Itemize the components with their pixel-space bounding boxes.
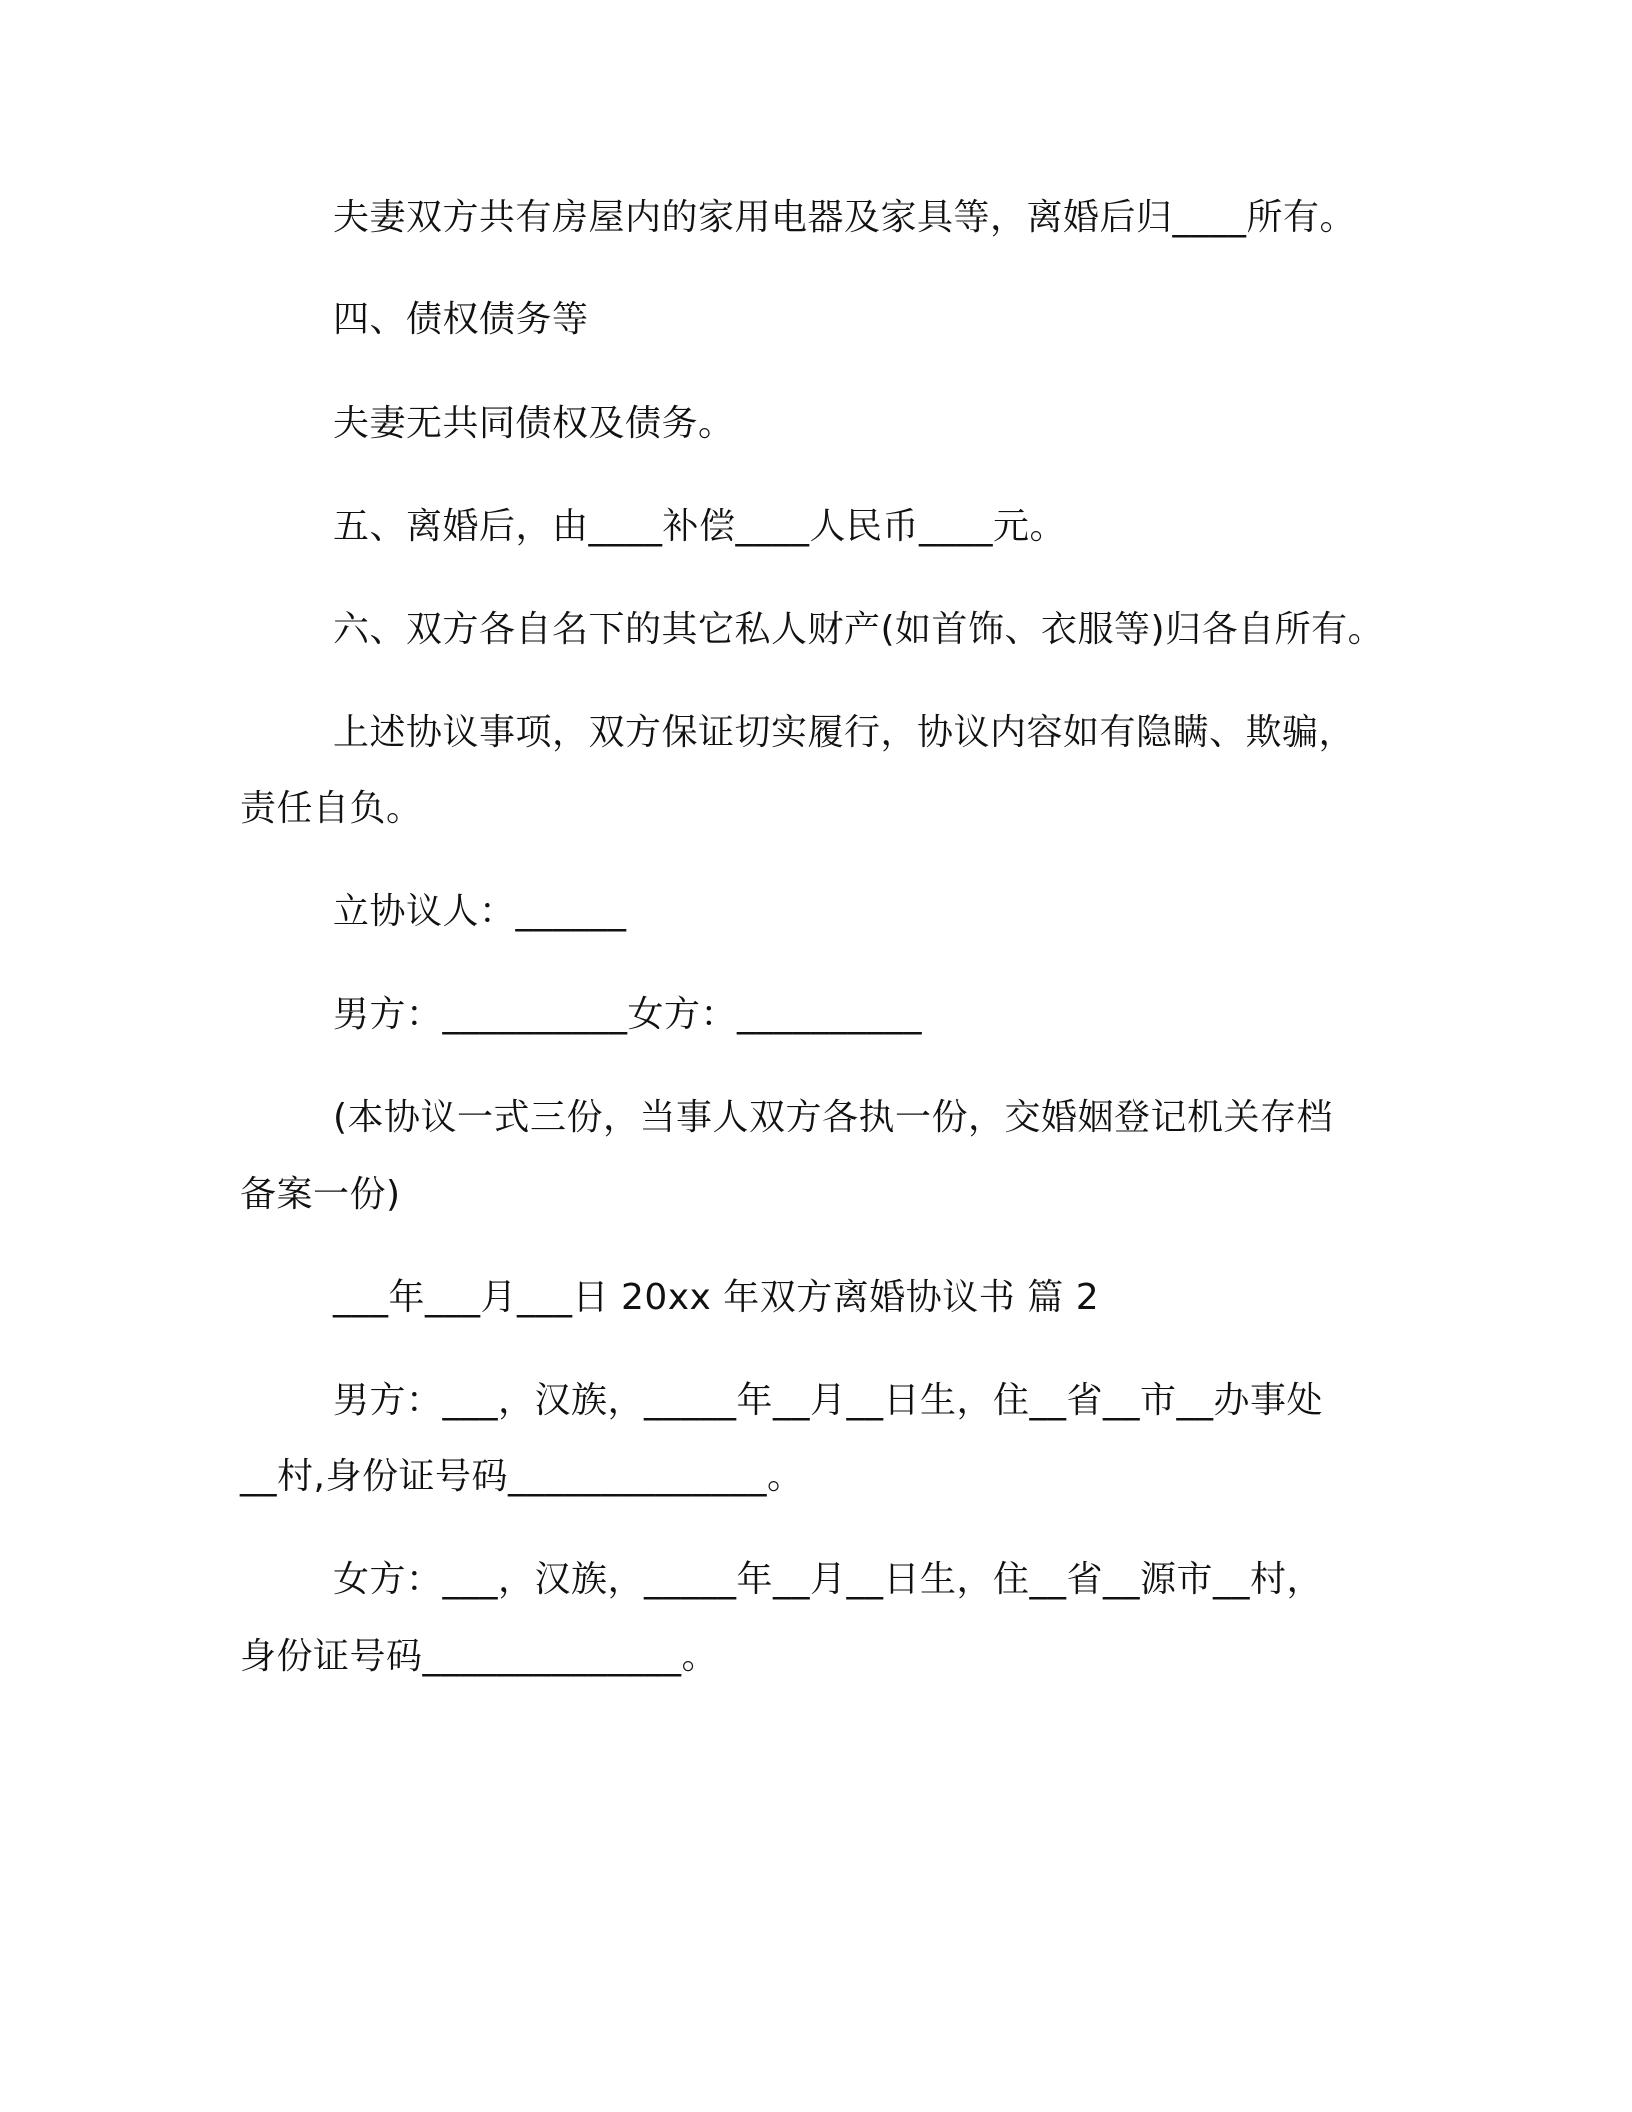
parties-signature-line: 男方：__________女方：__________ — [333, 994, 923, 1035]
signatory-line: 立协议人：______ — [333, 891, 627, 932]
paragraph-appliances: 夫妻双方共有房屋内的家用电器及家具等，离婚后归____所有。 — [333, 197, 1357, 238]
male-party-line-2: __村,身份证号码______________。 — [240, 1456, 804, 1497]
paragraph-no-debts: 夫妻无共同债权及债务。 — [333, 403, 735, 444]
female-party-line-1: 女方：___，汉族，_____年__月__日生，住__省__源市__村， — [333, 1559, 1324, 1600]
paragraph-guarantee-line-2: 责任自负。 — [240, 788, 423, 829]
paragraph-private-property: 六、双方各自名下的其它私人财产(如首饰、衣服等)归各自所有。 — [333, 609, 1385, 650]
date-and-section-title: ___年___月___日 20xx 年双方离婚协议书 篇 2 — [333, 1277, 1100, 1318]
paragraph-guarantee-line-1: 上述协议事项，双方保证切实履行，协议内容如有隐瞒、欺骗， — [333, 712, 1356, 753]
male-party-line-1: 男方：___，汉族，_____年__月__日生，住__省__市__办事处 — [333, 1380, 1324, 1421]
heading-debts: 四、债权债务等 — [333, 299, 589, 340]
paragraph-compensation: 五、离婚后，由____补偿____人民币____元。 — [333, 506, 1067, 547]
copies-note-line-2: 备案一份) — [240, 1174, 401, 1215]
copies-note-line-1: (本协议一式三份，当事人双方各执一份，交婚姻登记机关存档 — [333, 1097, 1334, 1138]
female-party-line-2: 身份证号码______________。 — [240, 1636, 719, 1677]
